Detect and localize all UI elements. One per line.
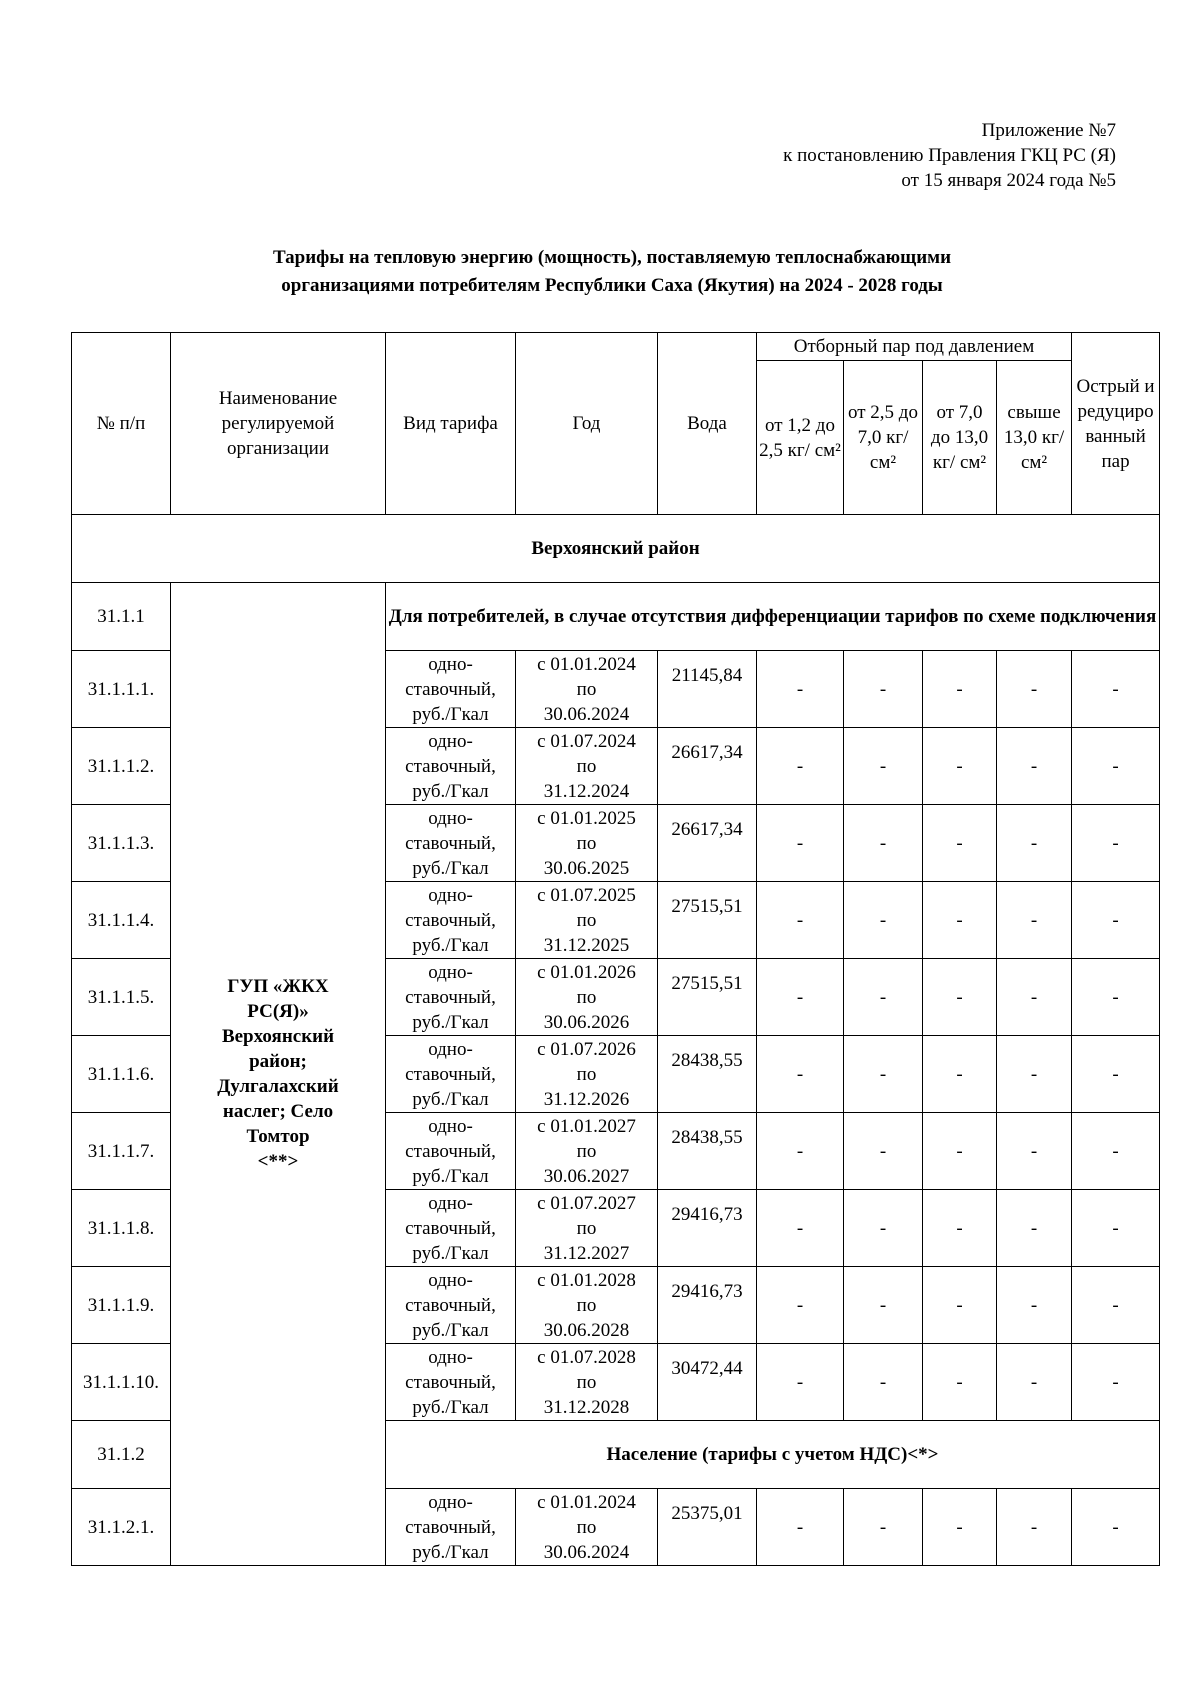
row-number: 31.1.1.1.	[72, 651, 171, 728]
steam-value: -	[923, 1113, 997, 1190]
tariff-period	[516, 728, 658, 805]
sharp-steam-value: -	[1072, 651, 1160, 728]
tariff-period-line: по	[576, 909, 597, 931]
tariff-kind	[386, 882, 516, 959]
tariff-period-line: 31.12.2024	[543, 780, 630, 802]
steam-value: -	[757, 805, 844, 882]
steam-value: -	[757, 1190, 844, 1267]
tariff-period-line: 31.12.2028	[543, 1396, 630, 1418]
header-year: Год	[516, 333, 658, 515]
tariff-kind	[386, 1113, 516, 1190]
organization-name-line: Томтор	[246, 1126, 310, 1147]
tariff-period	[516, 805, 658, 882]
tariff-kind-line: руб./Гкал	[412, 703, 489, 725]
section-number: 31.1.1	[72, 583, 171, 651]
tariff-kind-line: руб./Гкал	[412, 1088, 489, 1110]
steam-value: -	[997, 1036, 1072, 1113]
steam-value: -	[844, 651, 923, 728]
row-number: 31.1.2.1.	[72, 1489, 171, 1566]
tariff-kind-line: руб./Гкал	[412, 1165, 489, 1187]
tariff-period-line: по	[576, 755, 597, 777]
tariff-kind-line: одно-	[428, 653, 473, 675]
appendix-line-2: к постановлению Правления ГКЦ РС (Я)	[783, 145, 1116, 166]
tariff-period	[516, 1267, 658, 1344]
organization-name-line: район;	[249, 1051, 307, 1072]
sharp-steam-value: -	[1072, 805, 1160, 882]
water-tariff-value: 29416,73	[658, 1190, 757, 1267]
tariff-kind-line: одно-	[428, 1192, 473, 1214]
section-title: Для потребителей, в случае отсутствия дифференциации тарифов по схеме подключения	[386, 583, 1160, 651]
steam-value: -	[844, 1344, 923, 1421]
appendix-line-1: Приложение №7	[981, 120, 1116, 141]
steam-value: -	[923, 1344, 997, 1421]
tariff-period-line: 30.06.2025	[543, 857, 630, 879]
tariff-period-line: с 01.07.2024	[537, 730, 636, 752]
row-number: 31.1.1.7.	[72, 1113, 171, 1190]
steam-value: -	[844, 959, 923, 1036]
water-tariff-value: 29416,73	[658, 1267, 757, 1344]
title-line-2: организациями потребителям Республики Саха (Якутия) на 2024 - 2028 годы	[281, 275, 943, 296]
sharp-steam-value: -	[1072, 1190, 1160, 1267]
district-name: Верхоянский район	[72, 515, 1160, 583]
tariff-kind-line: руб./Гкал	[412, 1319, 489, 1341]
water-tariff-value: 26617,34	[658, 805, 757, 882]
tariff-kind-line: руб./Гкал	[412, 1396, 489, 1418]
steam-value: -	[997, 882, 1072, 959]
sharp-steam-value: -	[1072, 728, 1160, 805]
section-title: Население (тарифы с учетом НДС)<*>	[386, 1421, 1160, 1489]
steam-value: -	[844, 1190, 923, 1267]
tariff-kind	[386, 1190, 516, 1267]
header-steam-1: от 1,2 до 2,5 кг/ см²	[757, 361, 844, 515]
steam-value: -	[923, 728, 997, 805]
tariff-period-line: с 01.01.2025	[537, 807, 636, 829]
steam-value: -	[757, 882, 844, 959]
tariff-kind-line: руб./Гкал	[412, 934, 489, 956]
steam-value: -	[997, 651, 1072, 728]
sharp-steam-value: -	[1072, 1489, 1160, 1566]
row-number: 31.1.1.8.	[72, 1190, 171, 1267]
steam-value: -	[844, 882, 923, 959]
steam-value: -	[844, 1113, 923, 1190]
tariff-period	[516, 1190, 658, 1267]
tariff-period-line: 30.06.2024	[543, 703, 630, 725]
sharp-steam-value: -	[1072, 959, 1160, 1036]
tariff-period-line: 30.06.2024	[543, 1541, 630, 1563]
tariff-period	[516, 1113, 658, 1190]
row-number: 31.1.1.6.	[72, 1036, 171, 1113]
row-number: 31.1.1.2.	[72, 728, 171, 805]
organization-name-line: <**>	[257, 1151, 299, 1172]
tariff-period	[516, 1489, 658, 1566]
tariff-kind-line: руб./Гкал	[412, 1242, 489, 1264]
tariff-kind-line: ставочный,	[405, 986, 496, 1008]
organization-name-line: наслег; Село	[222, 1101, 334, 1122]
header-num: № п/п	[72, 333, 171, 515]
tariff-period-line: с 01.01.2027	[537, 1115, 636, 1137]
steam-value: -	[757, 651, 844, 728]
tariff-kind-line: ставочный,	[405, 1371, 496, 1393]
header-steam-3: от 7,0 до 13,0 кг/ см²	[923, 361, 997, 515]
header-water: Вода	[658, 333, 757, 515]
tariff-kind	[386, 651, 516, 728]
tariff-kind-line: одно-	[428, 961, 473, 983]
steam-value: -	[997, 1190, 1072, 1267]
water-tariff-value: 25375,01	[658, 1489, 757, 1566]
tariff-kind-line: одно-	[428, 1346, 473, 1368]
tariff-kind	[386, 1267, 516, 1344]
tariff-kind-line: ставочный,	[405, 832, 496, 854]
tariff-period	[516, 1344, 658, 1421]
steam-value: -	[923, 959, 997, 1036]
header-steam-group: Отборный пар под давлением	[757, 333, 1072, 361]
steam-value: -	[923, 1036, 997, 1113]
district-row	[72, 515, 1160, 583]
appendix-reference	[783, 118, 1116, 193]
water-tariff-value: 27515,51	[658, 882, 757, 959]
steam-value: -	[757, 1267, 844, 1344]
tariff-kind	[386, 1036, 516, 1113]
steam-value: -	[997, 1113, 1072, 1190]
steam-value: -	[997, 1489, 1072, 1566]
tariff-period-line: 31.12.2027	[543, 1242, 630, 1264]
tariff-period-line: по	[576, 1217, 597, 1239]
tariff-period-line: по	[576, 1516, 597, 1538]
header-steam-2: от 2,5 до 7,0 кг/ см²	[844, 361, 923, 515]
tariff-period-line: по	[576, 1371, 597, 1393]
steam-value: -	[923, 1267, 997, 1344]
tariff-kind-line: ставочный,	[405, 1140, 496, 1162]
sharp-steam-value: -	[1072, 1036, 1160, 1113]
tariff-period-line: по	[576, 986, 597, 1008]
steam-value: -	[844, 1036, 923, 1113]
organization-name-line: РС(Я)»	[247, 1001, 309, 1022]
tariff-kind-line: руб./Гкал	[412, 780, 489, 802]
steam-value: -	[923, 805, 997, 882]
steam-value: -	[997, 728, 1072, 805]
steam-value: -	[757, 1489, 844, 1566]
tariff-kind-line: одно-	[428, 1038, 473, 1060]
header-org: Наименование регулируемой организации	[171, 333, 386, 515]
tariff-kind-line: ставочный,	[405, 909, 496, 931]
tariff-kind-line: одно-	[428, 807, 473, 829]
sharp-steam-value: -	[1072, 1267, 1160, 1344]
tariff-kind-line: одно-	[428, 884, 473, 906]
tariff-period-line: 30.06.2028	[543, 1319, 630, 1341]
steam-value: -	[844, 728, 923, 805]
tariff-kind	[386, 1344, 516, 1421]
water-tariff-value: 27515,51	[658, 959, 757, 1036]
organization-name-line: Верхоянский	[221, 1026, 335, 1047]
tariff-period	[516, 1036, 658, 1113]
tariff-period-line: по	[576, 678, 597, 700]
tariff-kind	[386, 728, 516, 805]
tariff-kind-line: ставочный,	[405, 1063, 496, 1085]
tariff-period-line: с 01.07.2027	[537, 1192, 636, 1214]
tariff-kind-line: ставочный,	[405, 1516, 496, 1538]
table-header-row-1	[72, 333, 1160, 361]
tariff-kind	[386, 959, 516, 1036]
tariff-period-line: по	[576, 1294, 597, 1316]
tariff-period	[516, 651, 658, 728]
steam-value: -	[757, 1113, 844, 1190]
steam-value: -	[757, 959, 844, 1036]
tariff-period-line: с 01.01.2028	[537, 1269, 636, 1291]
steam-value: -	[757, 1344, 844, 1421]
header-steam-4: свыше 13,0 кг/ см²	[997, 361, 1072, 515]
water-tariff-value: 28438,55	[658, 1113, 757, 1190]
steam-value: -	[844, 1267, 923, 1344]
tariff-kind-line: ставочный,	[405, 1294, 496, 1316]
water-tariff-value: 21145,84	[658, 651, 757, 728]
sharp-steam-value: -	[1072, 882, 1160, 959]
tariff-period-line: 31.12.2026	[543, 1088, 630, 1110]
sharp-steam-value: -	[1072, 1344, 1160, 1421]
tariff-kind-line: руб./Гкал	[412, 1011, 489, 1033]
section-row	[72, 583, 1160, 651]
tariff-period-line: по	[576, 832, 597, 854]
steam-value: -	[997, 959, 1072, 1036]
row-number: 31.1.1.5.	[72, 959, 171, 1036]
steam-value: -	[844, 1489, 923, 1566]
steam-value: -	[844, 805, 923, 882]
tariff-kind-line: руб./Гкал	[412, 1541, 489, 1563]
steam-value: -	[757, 728, 844, 805]
tariff-kind-line: одно-	[428, 1115, 473, 1137]
tariff-kind-line: ставочный,	[405, 678, 496, 700]
tariff-kind-line: одно-	[428, 730, 473, 752]
steam-value: -	[923, 1489, 997, 1566]
tariff-period-line: 31.12.2025	[543, 934, 630, 956]
tariff-period-line: с 01.01.2026	[537, 961, 636, 983]
tariff-period-line: с 01.01.2024	[537, 1491, 636, 1513]
row-number: 31.1.1.4.	[72, 882, 171, 959]
header-kind: Вид тарифа	[386, 333, 516, 515]
tariff-period-line: с 01.01.2024	[537, 653, 636, 675]
water-tariff-value: 30472,44	[658, 1344, 757, 1421]
tariff-period-line: по	[576, 1140, 597, 1162]
tariff-period-line: по	[576, 1063, 597, 1085]
section-number: 31.1.2	[72, 1421, 171, 1489]
tariff-kind	[386, 805, 516, 882]
tariff-kind-line: одно-	[428, 1491, 473, 1513]
water-tariff-value: 28438,55	[658, 1036, 757, 1113]
steam-value: -	[923, 882, 997, 959]
steam-value: -	[997, 1344, 1072, 1421]
document-title	[66, 244, 1158, 300]
row-number: 31.1.1.10.	[72, 1344, 171, 1421]
row-number: 31.1.1.9.	[72, 1267, 171, 1344]
tariff-kind	[386, 1489, 516, 1566]
sharp-steam-value: -	[1072, 1113, 1160, 1190]
tariff-period-line: с 01.07.2025	[537, 884, 636, 906]
water-tariff-value: 26617,34	[658, 728, 757, 805]
organization-name-line: ГУП «ЖКХ	[227, 976, 329, 997]
tariff-kind-line: ставочный,	[405, 1217, 496, 1239]
steam-value: -	[757, 1036, 844, 1113]
title-line-1: Тарифы на тепловую энергию (мощность), поставляемую теплоснабжающими	[272, 247, 952, 268]
tariff-kind-line: ставочный,	[405, 755, 496, 777]
tariff-period	[516, 882, 658, 959]
row-number: 31.1.1.3.	[72, 805, 171, 882]
steam-value: -	[923, 651, 997, 728]
tariff-period-line: 30.06.2026	[543, 1011, 630, 1033]
tariff-period-line: с 01.07.2026	[537, 1038, 636, 1060]
tariff-period	[516, 959, 658, 1036]
organization-name-line: Дулгалахский	[217, 1076, 339, 1097]
tariff-kind-line: руб./Гкал	[412, 857, 489, 879]
tariff-kind-line: одно-	[428, 1269, 473, 1291]
header-sharp-steam: Острый и редуцированный пар	[1072, 333, 1160, 515]
tariff-table	[71, 332, 1160, 1566]
steam-value: -	[997, 805, 1072, 882]
appendix-line-3: от 15 января 2024 года №5	[901, 170, 1116, 191]
tariff-period-line: 30.06.2027	[543, 1165, 630, 1187]
steam-value: -	[997, 1267, 1072, 1344]
tariff-period-line: с 01.07.2028	[537, 1346, 636, 1368]
organization-name	[171, 583, 386, 1566]
steam-value: -	[923, 1190, 997, 1267]
